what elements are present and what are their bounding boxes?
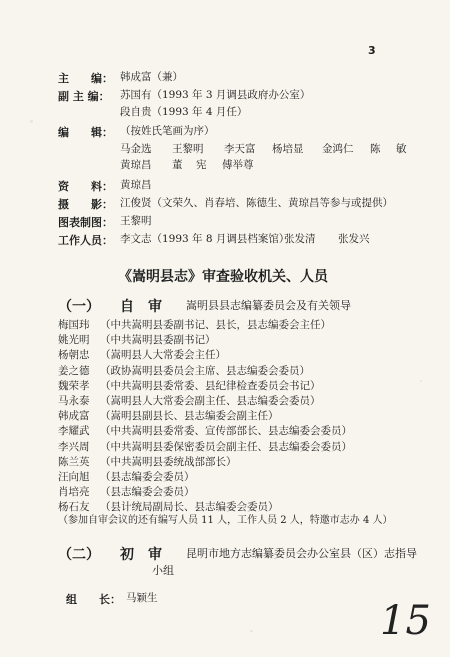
staff-value-3: 张发兴 xyxy=(338,233,370,245)
chief-editor-value: 韩成富（兼） xyxy=(120,71,183,83)
editor-name: 黄琼昌 xyxy=(120,159,152,171)
section-2-desc-1: 昆明市地方志编纂委员会办公室县（区）志指导 xyxy=(186,547,417,560)
person-name: 魏荣孝 xyxy=(58,380,90,392)
scan-speck xyxy=(420,380,422,382)
person-name: 肖培亮 xyxy=(58,486,90,498)
editor-name: 金鸿仁 xyxy=(322,143,354,155)
materials-value: 黄琼昌 xyxy=(120,179,152,191)
section-2-number: （二） xyxy=(58,547,100,563)
person-name: 韩成富 xyxy=(58,410,90,422)
page-number: 3 xyxy=(368,44,376,57)
section-1-note: （参加自审会议的还有编写人员 11 人，工作人员 2 人，特邀市志办 4 人） xyxy=(58,515,393,526)
editor-name: 董 xyxy=(172,159,183,171)
section-2-name: 初 审 xyxy=(120,547,162,563)
person-name: 姚光明 xyxy=(58,334,90,346)
editor-name: 宪 xyxy=(196,159,207,171)
person-role: （嵩明县人大常委会主任） xyxy=(100,349,226,361)
person-name: 李兴周 xyxy=(58,441,90,453)
person-role: （中共嵩明县委保密委员会副主任、县志编委会委员） xyxy=(100,441,352,453)
charts-label: 图表制图： xyxy=(58,216,113,229)
staff-label: 工作人员： xyxy=(58,234,113,247)
chief-editor-label: 主 编： xyxy=(58,72,113,85)
staff-value-1: 李文志（1993 年 8 月调县档案馆） xyxy=(120,233,290,245)
editor-name: 李天富 xyxy=(224,143,256,155)
editor-name: 马金选 xyxy=(120,143,152,155)
person-name: 李耀武 xyxy=(58,425,90,437)
group-leader-value: 马颖生 xyxy=(126,592,158,604)
deputy-editor-value-2: 段自贵（1993 年 4 月任） xyxy=(120,106,248,118)
person-role: （政协嵩明县委员会主席、县志编委会委员） xyxy=(100,365,310,377)
person-role: （中共嵩明县委副书记、县长，县志编委会主任） xyxy=(100,319,331,331)
person-role: （嵩明县人大常委会副主任、县志编委会委员） xyxy=(100,395,321,407)
person-role: （县志编委会委员） xyxy=(100,471,195,483)
person-name: 姜之德 xyxy=(58,365,90,377)
person-role: （中共嵩明县委统战部部长） xyxy=(100,456,237,468)
section-1-desc: 嵩明县县志编纂委员会及有关领导 xyxy=(186,299,351,312)
editor-name: 王黎明 xyxy=(172,143,204,155)
person-role: （县志编委会委员） xyxy=(100,486,195,498)
staff-value-2: 张发清 xyxy=(284,233,316,245)
person-role: （中共嵩明县委常委、县纪律检查委员会书记） xyxy=(100,380,321,392)
person-name: 汪向旭 xyxy=(58,471,90,483)
editor-name: 杨培显 xyxy=(272,143,304,155)
person-role: （县计统局副局长、县志编委会委员） xyxy=(100,501,279,513)
person-role: （中共嵩明县委副书记） xyxy=(100,334,216,346)
photography-value: 江俊贤（文荣久、肖春培、陈德生、黄琼昌等参与或提供） xyxy=(120,197,393,209)
person-role: （嵩明县副县长、县志编委会副主任） xyxy=(100,410,279,422)
editor-name: 傅举尊 xyxy=(222,159,254,171)
editors-note: （按姓氏笔画为序） xyxy=(120,125,215,137)
section-2-desc-2: 小组 xyxy=(152,564,174,577)
person-name: 马永泰 xyxy=(58,395,90,407)
person-name: 梅国玮 xyxy=(58,319,90,331)
handwritten-page-number: 15 xyxy=(380,598,431,644)
scan-speck xyxy=(30,120,33,123)
charts-value: 王黎明 xyxy=(120,215,152,227)
scan-speck xyxy=(250,630,253,632)
person-name: 陈兰英 xyxy=(58,456,90,468)
person-name: 杨石友 xyxy=(58,501,90,513)
editor-name: 陈 xyxy=(370,143,381,155)
group-leader-label: 组 长： xyxy=(66,593,121,606)
deputy-editor-value-1: 苏国有（1993 年 3 月调县政府办公室） xyxy=(120,89,311,101)
section-1-name: 自 审 xyxy=(120,299,162,315)
photography-label: 摄 影： xyxy=(58,198,113,211)
person-role: （中共嵩明县委常委、宣传部部长、县志编委会委员） xyxy=(100,425,352,437)
deputy-editor-label: 副 主 编： xyxy=(58,90,110,103)
person-name: 杨朝忠 xyxy=(58,349,90,361)
section-title: 《嵩明县志》审查验收机关、人员 xyxy=(118,269,328,285)
section-1-number: （一） xyxy=(58,299,100,315)
editors-label: 编 辑： xyxy=(58,126,113,139)
editor-name: 敏 xyxy=(396,143,407,155)
materials-label: 资 料： xyxy=(58,180,113,193)
